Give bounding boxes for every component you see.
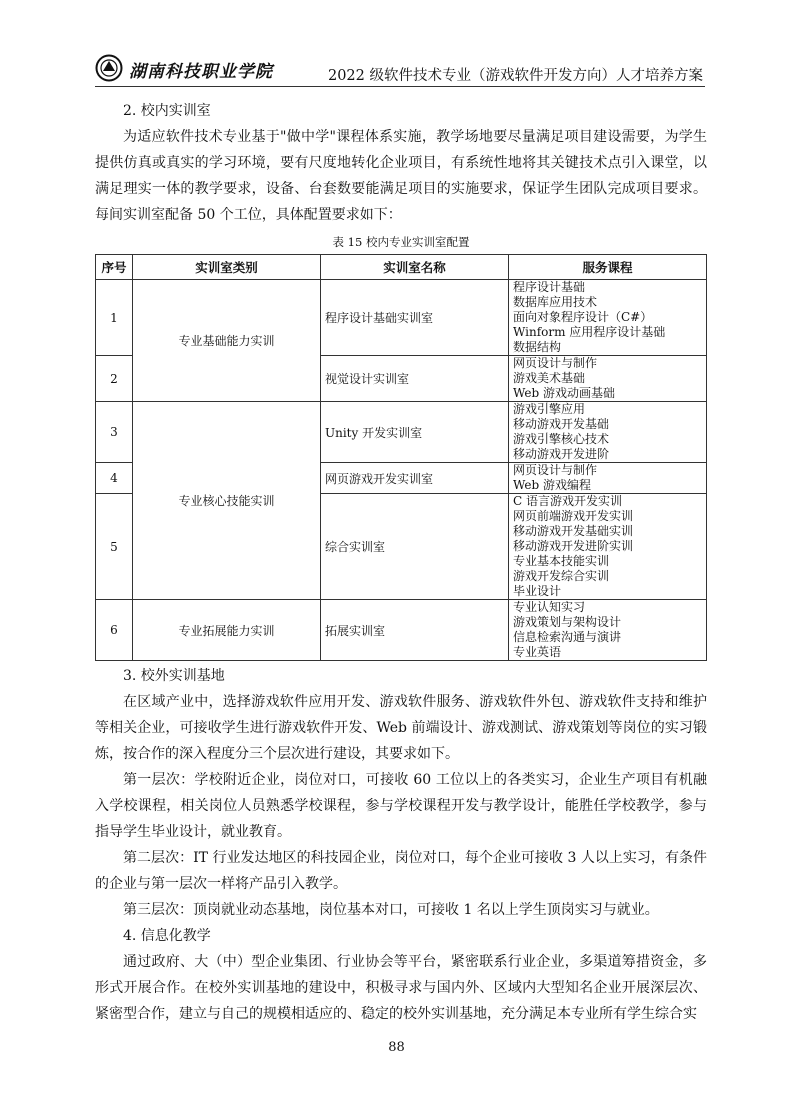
room-name: 程序设计基础实训室 — [321, 280, 509, 356]
paragraph: 通过政府、大（中）型企业集团、行业协会等平台，紧密联系行业企业，多渠道筹措资金，多形式开展合作。在校外实训基地的建设中，积极寻求与国内外、区域内大型知名企业开展深层次、紧密型合作，建立与自己的规模相适应的、稳定的校外实训基地，充分满足本专业所有学生综合实 — [95, 954, 707, 1022]
page-content — [95, 98, 707, 1027]
course-item: Web 游戏编程 — [513, 478, 591, 492]
course-item: 游戏开发综合实训 — [513, 569, 610, 583]
course-list — [509, 402, 707, 463]
section-4-heading: 4. 信息化教学 — [123, 928, 211, 944]
course-item: 移动游戏开发基础 — [513, 417, 610, 431]
header-cell-courses: 服务课程 — [509, 255, 707, 280]
room-name: 综合实训室 — [321, 494, 509, 600]
course-list — [509, 600, 707, 661]
page-number: 88 — [388, 1040, 405, 1055]
course-item: 网页前端游戏开发实训 — [513, 509, 634, 523]
course-item: 游戏引擎核心技术 — [513, 432, 610, 446]
header-cell-category: 实训室类别 — [133, 255, 321, 280]
page-header — [95, 52, 705, 87]
room-name: 网页游戏开发实训室 — [321, 463, 509, 494]
table-row — [96, 280, 707, 356]
course-item: 毕业设计 — [513, 584, 562, 598]
header-cell-no: 序号 — [96, 255, 133, 280]
row-number: 3 — [96, 402, 133, 463]
document-title: 2022 级软件技术专业（游戏软件开发方向）人才培养方案 — [327, 68, 703, 84]
course-item: 信息检索沟通与演讲 — [513, 630, 622, 644]
course-item: 移动游戏开发基础实训 — [513, 524, 634, 538]
row-number: 2 — [96, 356, 133, 402]
paragraph: 第三层次：顶岗就业动态基地，岗位基本对口，可接收 1 名以上学生顶岗实习与就业。 — [123, 902, 659, 918]
room-name: 视觉设计实训室 — [321, 356, 509, 402]
row-number: 6 — [96, 600, 133, 661]
paragraph: 在区域产业中，选择游戏软件应用开发、游戏软件服务、游戏软件外包、游戏软件支持和维护等相关企业，可接收学生进行游戏软件开发、Web 前端设计、游戏测试、游戏策划等岗位的实习锻炼，按合作的深入程度分三个层次进行建设，其要求如下。 — [95, 694, 707, 762]
course-item: 游戏引擎应用 — [513, 402, 586, 416]
course-list — [509, 494, 707, 600]
course-item: Winform 应用程序设计基础 — [513, 325, 666, 339]
course-item: 专业认知实习 — [513, 600, 586, 614]
course-item: 游戏美术基础 — [513, 371, 586, 385]
paragraph: 第二层次：IT 行业发达地区的科技园企业，岗位对口，每个企业可接收 3 人以上实习，有条件的企业与第一层次一样将产品引入教学。 — [95, 850, 707, 892]
section-2-body — [95, 124, 707, 228]
course-item: 专业基本技能实训 — [513, 554, 610, 568]
section-4-body — [95, 949, 707, 1027]
table-row — [96, 402, 707, 463]
course-item: 游戏策划与架构设计 — [513, 615, 622, 629]
category-cell: 专业拓展能力实训 — [133, 600, 321, 661]
table-header-row — [96, 255, 707, 280]
school-logo-text: 湖南科技职业学院 — [129, 62, 273, 82]
school-seal-icon — [95, 54, 123, 82]
course-item: C 语言游戏开发实训 — [513, 494, 622, 508]
course-item: 数据结构 — [513, 340, 562, 354]
room-name: Unity 开发实训室 — [321, 402, 509, 463]
section-2-heading: 2. 校内实训室 — [123, 103, 211, 119]
school-logo — [95, 52, 295, 84]
course-item: 网页设计与制作 — [513, 463, 598, 477]
course-list — [509, 463, 707, 494]
table-row — [96, 600, 707, 661]
course-item: 移动游戏开发进阶 — [513, 447, 610, 461]
header-cell-room-name: 实训室名称 — [321, 255, 509, 280]
room-name: 拓展实训室 — [321, 600, 509, 661]
course-item: 移动游戏开发进阶实训 — [513, 539, 634, 553]
course-list — [509, 356, 707, 402]
course-item: 专业英语 — [513, 645, 562, 659]
paragraph: 为适应软件技术专业基于"做中学"课程体系实施，教学场地要尽量满足项目建设需要，为学生提供仿真或真实的学习环境，要有尺度地转化企业项目，有系统性地将其关键技术点引入课堂，以满足理实一体的教学要求，设备、台套数要能满足项目的实施要求，保证学生团队完成项目要求。每间实训室配备 50 个工位，具体配置要求如下： — [95, 129, 707, 223]
row-number: 1 — [96, 280, 133, 356]
category-cell: 专业核心技能实训 — [133, 402, 321, 600]
course-item: 数据库应用技术 — [513, 295, 598, 309]
course-item: 面向对象程序设计（C#） — [513, 310, 653, 324]
course-list — [509, 280, 707, 356]
row-number: 5 — [96, 494, 133, 600]
section-3-heading: 3. 校外实训基地 — [123, 668, 225, 684]
paragraph: 第一层次：学校附近企业，岗位对口，可接收 60 工位以上的各类实习，企业生产项目有机融入学校课程，相关岗位人员熟悉学校课程，参与学校课程开发与教学设计，能胜任学校教学，参与指导学生毕业设计，就业教育。 — [95, 772, 707, 840]
section-3-body — [95, 689, 707, 923]
course-item: Web 游戏动画基础 — [513, 386, 615, 400]
table-caption: 表 15 校内专业实训室配置 — [332, 235, 470, 249]
row-number: 4 — [96, 463, 133, 494]
course-item: 网页设计与制作 — [513, 356, 598, 370]
training-room-table — [95, 254, 707, 661]
category-cell: 专业基础能力实训 — [133, 280, 321, 402]
course-item: 程序设计基础 — [513, 280, 586, 294]
